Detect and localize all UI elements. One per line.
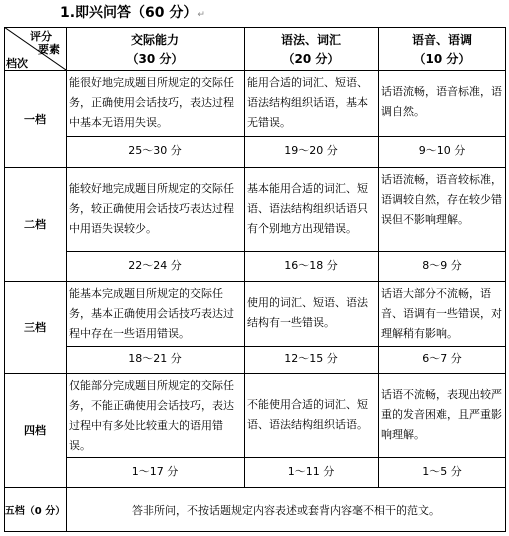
corner-label-top: 评分 xyxy=(30,30,52,43)
header-communication: 交际能力 （30 分） xyxy=(126,33,184,66)
level-4-score-grammar: 1～11 分 xyxy=(287,465,335,478)
level-2-score-communication: 22～24 分 xyxy=(128,259,182,272)
level-5-description: 答非所问，不按话题规定内容表述或套背内容毫不相干的范文。 xyxy=(132,503,440,517)
corner-label-mid: 要素 xyxy=(38,43,60,56)
level-4-communication: 仅能部分完成题目所规定的交际任务，不能正确使用会话技巧，表达过程中有多处比较重大的语用错误。 xyxy=(69,379,234,452)
level-3-pronunciation: 话语大部分不流畅，语音、语调有一些错误，对理解稍有影响。 xyxy=(381,287,502,340)
level-1-score-pronunciation: 9～10 分 xyxy=(418,144,466,157)
level-5-label: 五档（0 分） xyxy=(4,506,66,517)
level-3-score-pronunciation: 6～7 分 xyxy=(422,352,462,365)
page-title: 1.即兴问答（60 分）↵ xyxy=(60,5,205,21)
level-3-score-grammar: 12～15 分 xyxy=(284,352,338,365)
level-3-communication: 能基本完成题目所规定的交际任务，基本正确使用会话技巧表达过程中存在一些语用错误。 xyxy=(69,287,234,340)
level-3-grammar: 使用的词汇、短语、语法结构有一些错误。 xyxy=(247,296,368,329)
level-1-pronunciation: 话语流畅，语音标准，语调自然。 xyxy=(381,85,502,118)
level-2-pronunciation: 话语流畅，语音较标准，语调较自然，存在较少错误但不影响理解。 xyxy=(381,173,502,226)
paragraph-mark: ↵ xyxy=(197,10,205,20)
corner-label-bottom: 档次 xyxy=(6,57,28,70)
level-2-label: 二档 xyxy=(24,218,46,231)
level-4-grammar: 不能使用合适的词汇、短语、语法结构组织话语。 xyxy=(247,398,368,431)
level-1-communication: 能很好地完成题目所规定的交际任务，正确使用会话技巧，表达过程中基本无语用失误。 xyxy=(69,76,234,129)
level-2-grammar: 基本能用合适的词汇、短语、语法结构组织话语只有个别地方出现错误。 xyxy=(247,182,368,235)
corner-header-cell xyxy=(4,27,66,70)
level-1-label: 一档 xyxy=(24,112,46,126)
level-1-score-grammar: 19～20 分 xyxy=(284,144,338,157)
level-4-score-communication: 1～17 分 xyxy=(131,465,179,478)
level-2-score-grammar: 16～18 分 xyxy=(284,259,338,272)
header-grammar-vocab: 语法、词汇 （20 分） xyxy=(280,33,341,66)
level-4-label: 四档 xyxy=(24,424,46,437)
level-2-communication: 能较好地完成题目所规定的交际任务，较正确使用会话技巧表达过程中用语失误较少。 xyxy=(69,182,234,235)
level-4-score-pronunciation: 1～5 分 xyxy=(422,465,462,478)
level-3-score-communication: 18～21 分 xyxy=(128,352,182,365)
level-1-grammar: 能用合适的词汇、短语、语法结构组织话语，基本无错误。 xyxy=(247,76,368,129)
scoring-table xyxy=(4,27,506,532)
header-pronunciation: 语音、语调 （10 分） xyxy=(411,33,472,66)
level-2-score-pronunciation: 8～9 分 xyxy=(422,259,462,272)
level-1-score-communication: 25～30 分 xyxy=(128,144,182,157)
level-3-label: 三档 xyxy=(24,321,46,334)
level-4-pronunciation: 话语不流畅，表现出较严重的发音困难，且严重影响理解。 xyxy=(381,388,502,441)
